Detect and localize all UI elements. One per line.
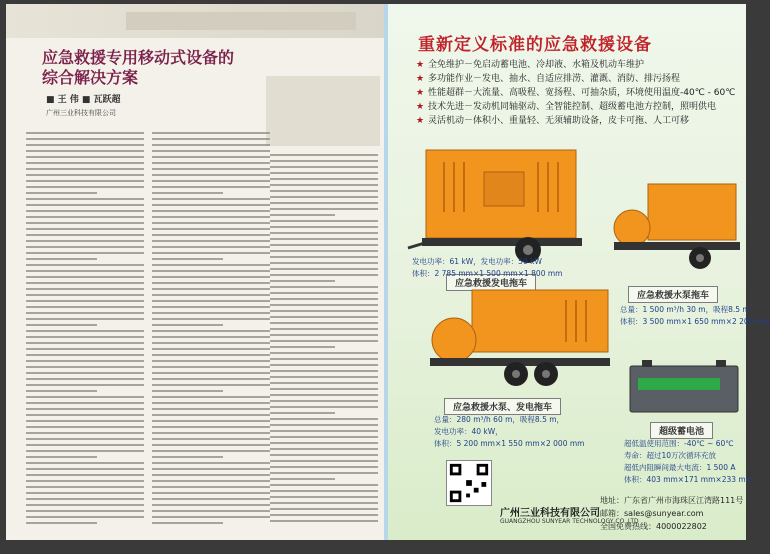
text-line <box>270 280 335 282</box>
text-line <box>26 324 97 326</box>
star-icon: ★ <box>416 74 425 84</box>
text-line <box>152 360 270 362</box>
text-line <box>152 252 270 254</box>
text-line <box>26 312 144 314</box>
text-line <box>270 298 378 300</box>
text-line <box>152 498 270 500</box>
text-line <box>270 412 335 414</box>
text-line <box>270 514 378 516</box>
text-line <box>152 456 223 458</box>
text-line <box>26 498 144 500</box>
text-line <box>152 372 270 374</box>
text-line <box>270 334 378 336</box>
text-line <box>270 370 378 372</box>
text-line <box>270 202 378 204</box>
authors: ■ 王 伟 ■ 瓦跃超 <box>46 95 121 105</box>
text-line <box>26 294 144 296</box>
text-line <box>270 226 378 228</box>
text-line <box>152 228 270 230</box>
text-line <box>26 462 144 464</box>
article-page <box>6 4 384 540</box>
feature-list <box>416 58 746 128</box>
text-line <box>270 310 378 312</box>
text-line <box>270 496 378 498</box>
text-line <box>26 486 144 488</box>
text-line <box>26 384 144 386</box>
text-line <box>152 342 270 344</box>
text-line <box>26 420 144 422</box>
text-line <box>270 220 378 222</box>
text-line <box>152 180 270 182</box>
text-line <box>26 204 144 206</box>
text-line <box>152 282 270 284</box>
text-line <box>26 186 144 188</box>
text-line <box>26 144 144 146</box>
text-line <box>152 270 270 272</box>
feature-item: ★ 性能超群－大流量、高吸程、宽扬程、可抽杂质，环境使用温度-40℃ - 60℃ <box>416 88 736 98</box>
text-line <box>270 448 378 450</box>
text-line <box>26 252 144 254</box>
text-line <box>270 184 378 186</box>
text-line <box>270 214 335 216</box>
text-line <box>270 454 378 456</box>
text-line <box>270 166 378 168</box>
text-line <box>26 258 97 260</box>
text-line <box>26 414 144 416</box>
text-line <box>270 238 378 240</box>
text-line <box>270 262 378 264</box>
text-line <box>26 468 144 470</box>
text-line <box>152 156 270 158</box>
text-line <box>152 330 270 332</box>
company-name: 广州三业科技有限公司 <box>500 508 600 519</box>
text-line <box>152 420 270 422</box>
text-line <box>270 178 378 180</box>
text-line <box>152 450 270 452</box>
text-line <box>152 390 223 392</box>
text-line <box>152 438 270 440</box>
text-line <box>26 162 144 164</box>
text-line <box>152 192 223 194</box>
text-line <box>26 216 144 218</box>
text-line <box>270 232 378 234</box>
text-line <box>270 160 378 162</box>
text-line <box>26 504 144 506</box>
body-text-column-2 <box>152 132 270 532</box>
hotline: 全国免费热线：4000022802 <box>600 522 707 531</box>
text-line <box>270 256 378 258</box>
qr-code-icon <box>446 460 492 506</box>
affiliation: 广州三业科技有限公司 <box>46 109 116 117</box>
text-line <box>26 354 144 356</box>
text-line <box>26 432 144 434</box>
text-line <box>270 460 378 462</box>
decorative-photo-block <box>266 76 380 146</box>
text-line <box>270 328 378 330</box>
text-line <box>152 384 270 386</box>
pump-generator-label: 应急救援水泵、发电拖车 <box>444 398 561 415</box>
article-title <box>42 48 272 88</box>
text-line <box>152 462 270 464</box>
text-line <box>152 474 270 476</box>
text-line <box>152 402 270 404</box>
text-line <box>152 480 270 482</box>
text-line <box>270 196 378 198</box>
text-line <box>26 288 144 290</box>
text-line <box>270 442 378 444</box>
text-line <box>152 426 270 428</box>
text-line <box>152 264 270 266</box>
text-line <box>270 382 378 384</box>
text-line <box>26 510 144 512</box>
text-line <box>270 394 378 396</box>
text-line <box>26 180 144 182</box>
text-line <box>152 246 270 248</box>
text-line <box>270 208 378 210</box>
text-line <box>26 198 144 200</box>
text-line <box>26 438 144 440</box>
text-line <box>152 336 270 338</box>
text-line <box>152 354 270 356</box>
text-line <box>26 234 144 236</box>
text-line <box>152 138 270 140</box>
text-line <box>152 306 270 308</box>
text-line <box>26 348 144 350</box>
text-line <box>26 480 144 482</box>
text-line <box>26 246 144 248</box>
feature-item: ★ 灵活机动－体积小、重量轻、无须辅助设备，皮卡可拖、人工可移 <box>416 116 690 126</box>
feature-item: ★ 技术先进－发动机同轴驱动、全智能控制、超级蓄电池方控制，照明供电 <box>416 102 717 112</box>
text-line <box>26 276 144 278</box>
text-line <box>152 468 270 470</box>
text-line <box>152 234 270 236</box>
article-title-line1: 应急救援专用移动式设备的 <box>42 48 235 67</box>
text-line <box>26 138 144 140</box>
text-line <box>26 522 97 524</box>
text-line <box>26 210 144 212</box>
text-line <box>270 430 378 432</box>
text-line <box>270 304 378 306</box>
text-line <box>26 132 144 134</box>
text-line <box>270 520 378 522</box>
text-line <box>152 258 223 260</box>
text-line <box>152 276 270 278</box>
body-text-column-1 <box>26 132 144 532</box>
text-line <box>26 330 144 332</box>
text-line <box>26 450 144 452</box>
text-line <box>26 156 144 158</box>
decorative-header-graphic <box>126 6 366 43</box>
text-line <box>270 400 378 402</box>
text-line <box>152 432 270 434</box>
text-line <box>26 150 144 152</box>
text-line <box>26 372 144 374</box>
text-line <box>152 150 270 152</box>
text-line <box>26 456 97 458</box>
text-line <box>270 502 378 504</box>
text-line <box>152 210 270 212</box>
text-line <box>270 274 378 276</box>
text-line <box>270 292 378 294</box>
text-line <box>26 240 144 242</box>
text-line <box>152 204 270 206</box>
battery-image <box>624 360 744 416</box>
text-line <box>26 228 144 230</box>
text-line <box>152 144 270 146</box>
text-line <box>152 294 270 296</box>
text-line <box>270 316 378 318</box>
text-line <box>26 336 144 338</box>
text-line <box>270 388 378 390</box>
text-line <box>152 396 270 398</box>
feature-item: ★ 全免维护－免启动蓄电池、冷却液、水箱及机动车维护 <box>416 60 645 70</box>
text-line <box>152 222 270 224</box>
text-line <box>26 222 144 224</box>
text-line <box>270 466 378 468</box>
pump-label: 应急救援水泵拖车 <box>628 286 718 303</box>
text-line <box>26 492 144 494</box>
company-name-english: GUANGZHOU SUNYEAR TECHNOLOGY CO.,LTD <box>500 518 639 525</box>
text-line <box>152 216 270 218</box>
text-line <box>152 408 270 410</box>
feature-item: ★ 多功能作业－发电、抽水、自适应排涝、灌溉、消防、排污扬程 <box>416 74 681 84</box>
contact-info <box>600 494 743 533</box>
pump-trailer-image <box>610 176 742 284</box>
text-line <box>152 288 270 290</box>
text-line <box>152 486 270 488</box>
text-line <box>270 490 378 492</box>
generator-specs: 发电功率：61 kW，发电功率：50 kW 体积：2 785 mm×1 500 mm×1 800 mm <box>412 257 563 278</box>
text-line <box>152 492 270 494</box>
generator-label: 应急救援发电拖车 <box>446 274 536 291</box>
text-line <box>270 472 378 474</box>
battery-label: 超级蓄电池 <box>650 422 713 439</box>
text-line <box>270 352 378 354</box>
text-line <box>26 318 144 320</box>
text-line <box>270 478 335 480</box>
text-line <box>152 198 270 200</box>
text-line <box>152 312 270 314</box>
text-line <box>152 510 270 512</box>
text-line <box>26 192 97 194</box>
text-line <box>26 300 144 302</box>
text-line <box>270 424 378 426</box>
text-line <box>270 418 378 420</box>
text-line <box>270 190 378 192</box>
text-line <box>26 516 144 518</box>
article-title-line2: 综合解决方案 <box>42 68 139 87</box>
text-line <box>26 396 144 398</box>
text-line <box>152 162 270 164</box>
text-line <box>270 286 378 288</box>
text-line <box>270 172 378 174</box>
text-line <box>270 244 378 246</box>
text-line <box>26 174 144 176</box>
text-line <box>152 444 270 446</box>
star-icon: ★ <box>416 116 425 126</box>
body-text-column-3 <box>270 154 378 554</box>
text-line <box>270 268 378 270</box>
text-line <box>270 436 378 438</box>
text-line <box>152 324 223 326</box>
text-line <box>26 306 144 308</box>
text-line <box>26 402 144 404</box>
text-line <box>152 174 270 176</box>
text-line <box>26 426 144 428</box>
text-line <box>152 378 270 380</box>
star-icon: ★ <box>416 60 425 70</box>
advertisement-page <box>384 4 770 540</box>
text-line <box>152 504 270 506</box>
text-line <box>152 522 223 524</box>
text-line <box>152 168 270 170</box>
text-line <box>270 340 378 342</box>
star-icon: ★ <box>416 102 425 112</box>
text-line <box>270 508 378 510</box>
text-line <box>152 132 270 134</box>
text-line <box>152 318 270 320</box>
text-line <box>152 186 270 188</box>
star-icon: ★ <box>416 88 425 98</box>
generator-trailer-image <box>408 142 598 270</box>
text-line <box>152 366 270 368</box>
text-line <box>270 364 378 366</box>
text-line <box>270 346 335 348</box>
text-line <box>26 168 144 170</box>
address: 地址：广东省广州市海珠区江湾路111号 <box>600 496 744 505</box>
text-line <box>26 270 144 272</box>
ad-headline: 重新定义标准的应急救援设备 <box>418 35 652 55</box>
text-line <box>26 264 144 266</box>
text-line <box>152 414 270 416</box>
text-line <box>152 348 270 350</box>
text-line <box>152 240 270 242</box>
pump-specs: 总量：1 500 m³/h 30 m，吸程8.5 m 体积：3 500 mm×1 650 mm×2 200 mm <box>620 305 770 326</box>
text-line <box>270 406 378 408</box>
text-line <box>270 484 378 486</box>
text-line <box>26 390 97 392</box>
battery-specs: 超低温使用范围：-40℃ ~ 60℃ 寿命：超过10万次循环充放 超低内阻瞬间最大电流：1 500 A 体积：403 mm×171 mm×233 mm <box>624 439 754 484</box>
text-line <box>26 378 144 380</box>
text-line <box>26 342 144 344</box>
pump-generator-trailer-image <box>416 286 616 396</box>
text-line <box>270 376 378 378</box>
text-line <box>26 360 144 362</box>
text-line <box>270 358 378 360</box>
email: 邮箱：sales@sunyear.com <box>600 509 704 518</box>
text-line <box>152 516 270 518</box>
text-line <box>26 366 144 368</box>
text-line <box>152 300 270 302</box>
text-line <box>26 474 144 476</box>
pump-generator-specs: 总量：280 m³/h 60 m，吸程8.5 m， 发电功率：40 kW， 体积：5 200 mm×1 550 mm×2 000 mm <box>434 415 585 448</box>
text-line <box>270 154 378 156</box>
text-line <box>270 250 378 252</box>
text-line <box>270 322 378 324</box>
text-line <box>26 408 144 410</box>
text-line <box>26 444 144 446</box>
text-line <box>26 282 144 284</box>
